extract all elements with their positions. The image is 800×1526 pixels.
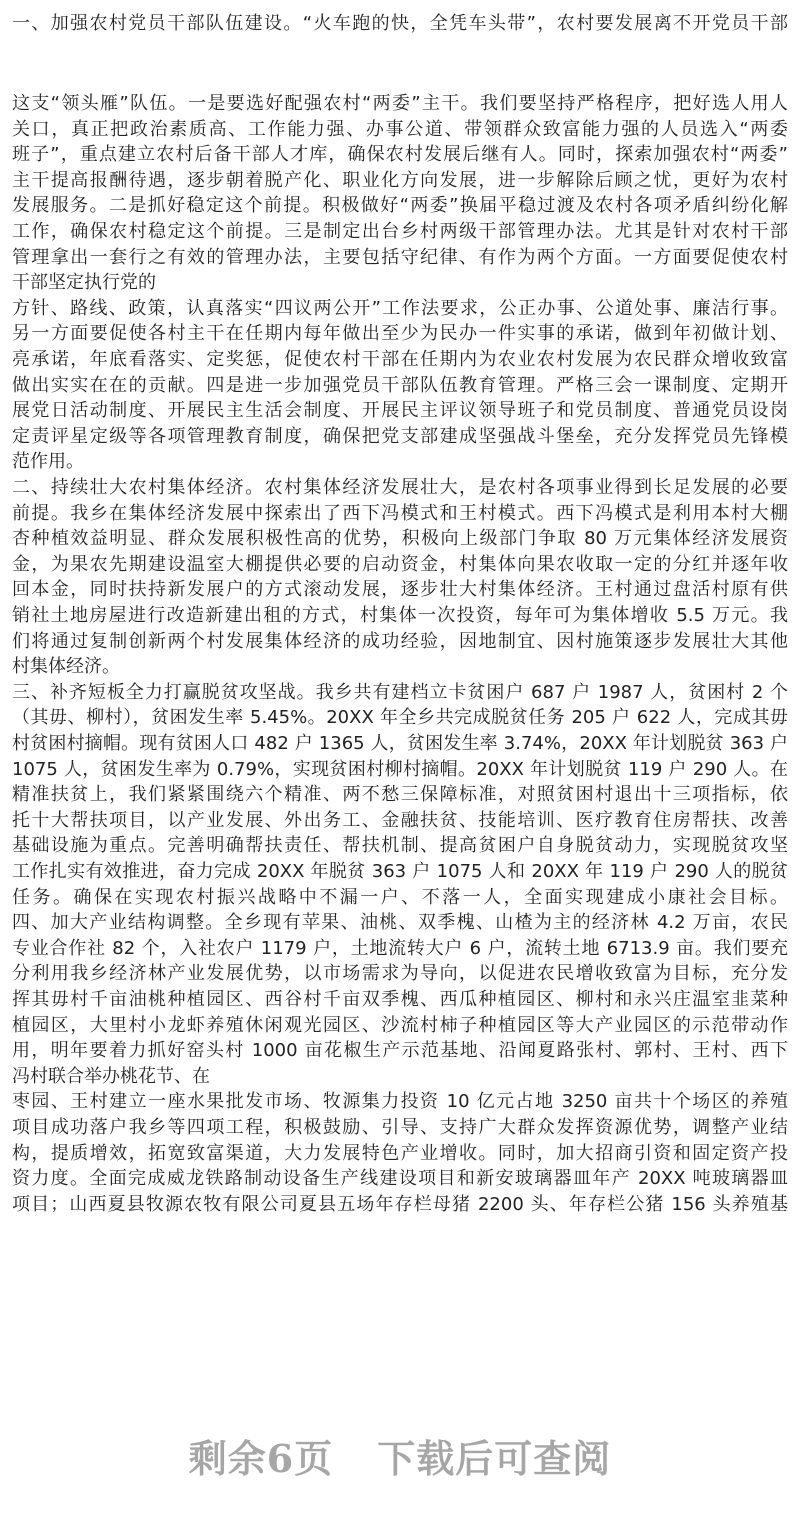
paragraph-line: 这支“领头雁”队伍。一是要选好配强农村“两委”主干。我们要坚持严格程序，把好选人用人 [12, 93, 788, 114]
paragraph-line: 班子”，重点建立农村后备干部人才库，确保农村发展后继有人。同时，探索加强农村“两委” [12, 144, 788, 166]
paragraph-line: 管理拿出一套行之有效的管理办法，主要包括守纪律、有作为两个方面。一方面要促使农村 [12, 246, 788, 268]
remaining-pages-label: 剩余6页 [188, 1436, 334, 1481]
paragraph-line: 1075 人，贫困发生率为 0.79%，实现贫困村柳村摘帽。20XX 年计划脱贫 119 户 290 人。在 [12, 758, 788, 780]
paragraph-line: 村集体经济。 [12, 656, 120, 678]
paragraph-line: 资力度。全面完成威龙铁路制动设备生产线建设项目和新安玻璃器皿年产 20XX 吨玻璃器皿 [12, 1168, 788, 1190]
paragraph-line: 二、持续壮大农村集体经济。农村集体经济发展壮大，是农村各项事业得到长足发展的必要 [12, 477, 788, 498]
paragraph-line: 四、加大产业结构调整。全乡现有苹果、油桃、双季槐、山楂为主的经济林 4.2 万亩，农民 [12, 912, 788, 934]
paragraph-line: 方针、路线、政策，认真落实“四议两公开”工作法要求，公正办事、公道处事、廉洁行事。 [12, 297, 788, 319]
paragraph-line: 范作用。 [12, 451, 84, 473]
paragraph-line: 发展服务。二是抓好稳定这个前提。积极做好“两委”换届平稳过渡及农村各项矛盾纠纷化解 [12, 195, 788, 217]
paragraph-line: 任务。确保在实现农村振兴战略中不漏一户、不落一人，全面实现建成小康社会目标。 [12, 886, 788, 908]
download-prompt[interactable] [0, 1428, 800, 1483]
paragraph-line: 村贫困村摘帽。现有贫困人口 482 户 1365 人，贫困发生率 3.74%，20XX 年计划脱贫 363 户 [12, 733, 788, 754]
paragraph-line: （其毋、柳村），贫困发生率 5.45%。20XX 年全乡共完成脱贫任务 205 户 622 人，完成其毋 [12, 707, 788, 729]
paragraph-line: 冯村联合举办桃花节、在 [12, 1065, 210, 1087]
paragraph-line: 精准扶贫上，我们紧紧围绕六个精准、两不愁三保障标准，对照贫困村退出十三项指标，依 [12, 784, 788, 806]
paragraph-line: 分利用我乡经济林产业发展优势，以市场需求为导向，以促进农民增收致富为目标，充分发 [12, 963, 788, 985]
paragraph-line: 回本金，同时扶持新发展户的方式滚动发展，逐步壮大村集体经济。王村通过盘活村原有供 [12, 579, 788, 601]
paragraph-line: 工作扎实有效推进，奋力完成 20XX 年脱贫 363 户 1075 人和 20XX 年 119 户 290 人的脱贫 [12, 861, 788, 882]
paragraph-line: 金，为果农先期建设温室大棚提供必要的启动资金，村集体向果农收取一定的分红并逐年收 [12, 553, 788, 575]
paragraph-line: 挥其毋村千亩油桃种植园区、西谷村千亩双季槐、西瓜种植园区、柳村和永兴庄温室韭菜种 [12, 989, 788, 1010]
paragraph-line: 定责评星定级等各项管理教育制度，确保把党支部建成坚强战斗堡垒，充分发挥党员先锋模 [12, 425, 788, 447]
paragraph-line: 做出实实在在的贡献。四是进一步加强党员干部队伍教育管理。严格三会一课制度、定期开 [12, 374, 788, 396]
paragraph-line: 亮承诺，年底看落实、定奖惩，促使农村干部在任期内为农业农村发展为农民群众增收致富 [12, 349, 788, 370]
paragraph-line: 三、补齐短板全力打赢脱贫攻坚战。我乡共有建档立卡贫困户 687 户 1987 人，贫困村 2 个 [12, 681, 788, 703]
paragraph-line: 杏种植效益明显、群众发展积极性高的优势，积极向上级部门争取 80 万元集体经济发展资 [12, 528, 788, 550]
paragraph-line: 展党日活动制度、开展民主生活会制度、开展民主评议领导班子和党员制度、普通党员设岗 [12, 400, 788, 422]
paragraph-line: 工作，确保农村稳定这个前提。三是制定出台乡村两级干部管理办法。尤其是针对农村干部 [12, 221, 788, 242]
paragraph-line: 项目成功落户我乡等四项工程，积极鼓励、引导、支持广大群众发挥资源优势，调整产业结 [12, 1117, 788, 1138]
paragraph-line: 关口，真正把政治素质高、工作能力强、办事公道、带领群众致富能力强的人员选入“两委 [12, 118, 788, 140]
paragraph-line: 们将通过复制创新两个村发展集体经济的成功经验，因地制宜、因村施策逐步发展壮大其他 [12, 630, 788, 652]
paragraph-line: 专业合作社 82 个，入社农户 1179 户，土地流转大户 6 户，流转土地 6713.9 亩。我们要充 [12, 937, 788, 959]
paragraph-line: 构，提质增效，拓宽致富渠道，大力发展特色产业增收。同时，加大招商引资和固定资产投 [12, 1142, 788, 1164]
download-to-view-label[interactable]: 下载后可查阅 [377, 1436, 612, 1481]
paragraph-line: 托十大帮扶项目，以产业发展、外出务工、金融扶贫、技能培训、医疗教育住房帮扶、改善 [12, 809, 788, 831]
paragraph-line: 一、加强农村党员干部队伍建设。“火车跑的快，全凭车头带”，农村要发展离不开党员干部 [12, 13, 788, 34]
paragraph-line: 主干提高报酬待遇，逐步朝着脱产化、职业化方向发展，进一步解除后顾之忧，更好为农村 [12, 169, 788, 191]
paragraph-line: 干部坚定执行党的 [12, 272, 156, 294]
paragraph-line: 植园区，大里村小龙虾养殖休闲观光园区、沙流村柿子种植园区等大产业园区的示范带动作 [12, 1014, 788, 1036]
paragraph-line: 前提。我乡在集体经济发展中探索出了西下冯模式和王村模式。西下冯模式是利用本村大棚 [12, 502, 788, 524]
paragraph-line: 另一方面要促使各村主干在任期内每年做出至少为民办一件实事的承诺，做到年初做计划、 [12, 323, 788, 345]
paragraph-line: 用，明年要着力抓好窑头村 1000 亩花椒生产示范基地、沿闻夏路张村、郭村、王村、西下 [12, 1040, 788, 1062]
paragraph-line: 枣园、王村建立一座水果批发市场、牧源集力投资 10 亿元占地 3250 亩共十个场区的养殖 [12, 1091, 788, 1113]
paragraph-line: 销社土地房屋进行改造新建出租的方式，村集体一次投资，每年可为集体增收 5.5 万元。我 [12, 605, 788, 626]
paragraph-line: 基础设施为重点。完善明确帮扶责任、帮扶机制、提高贫困户自身脱贫动力，实现脱贫攻坚 [12, 835, 788, 857]
paragraph-line: 项目；山西夏县牧源农牧有限公司夏县五场年存栏母猪 2200 头、年存栏公猪 156 头养殖基 [12, 1193, 788, 1215]
